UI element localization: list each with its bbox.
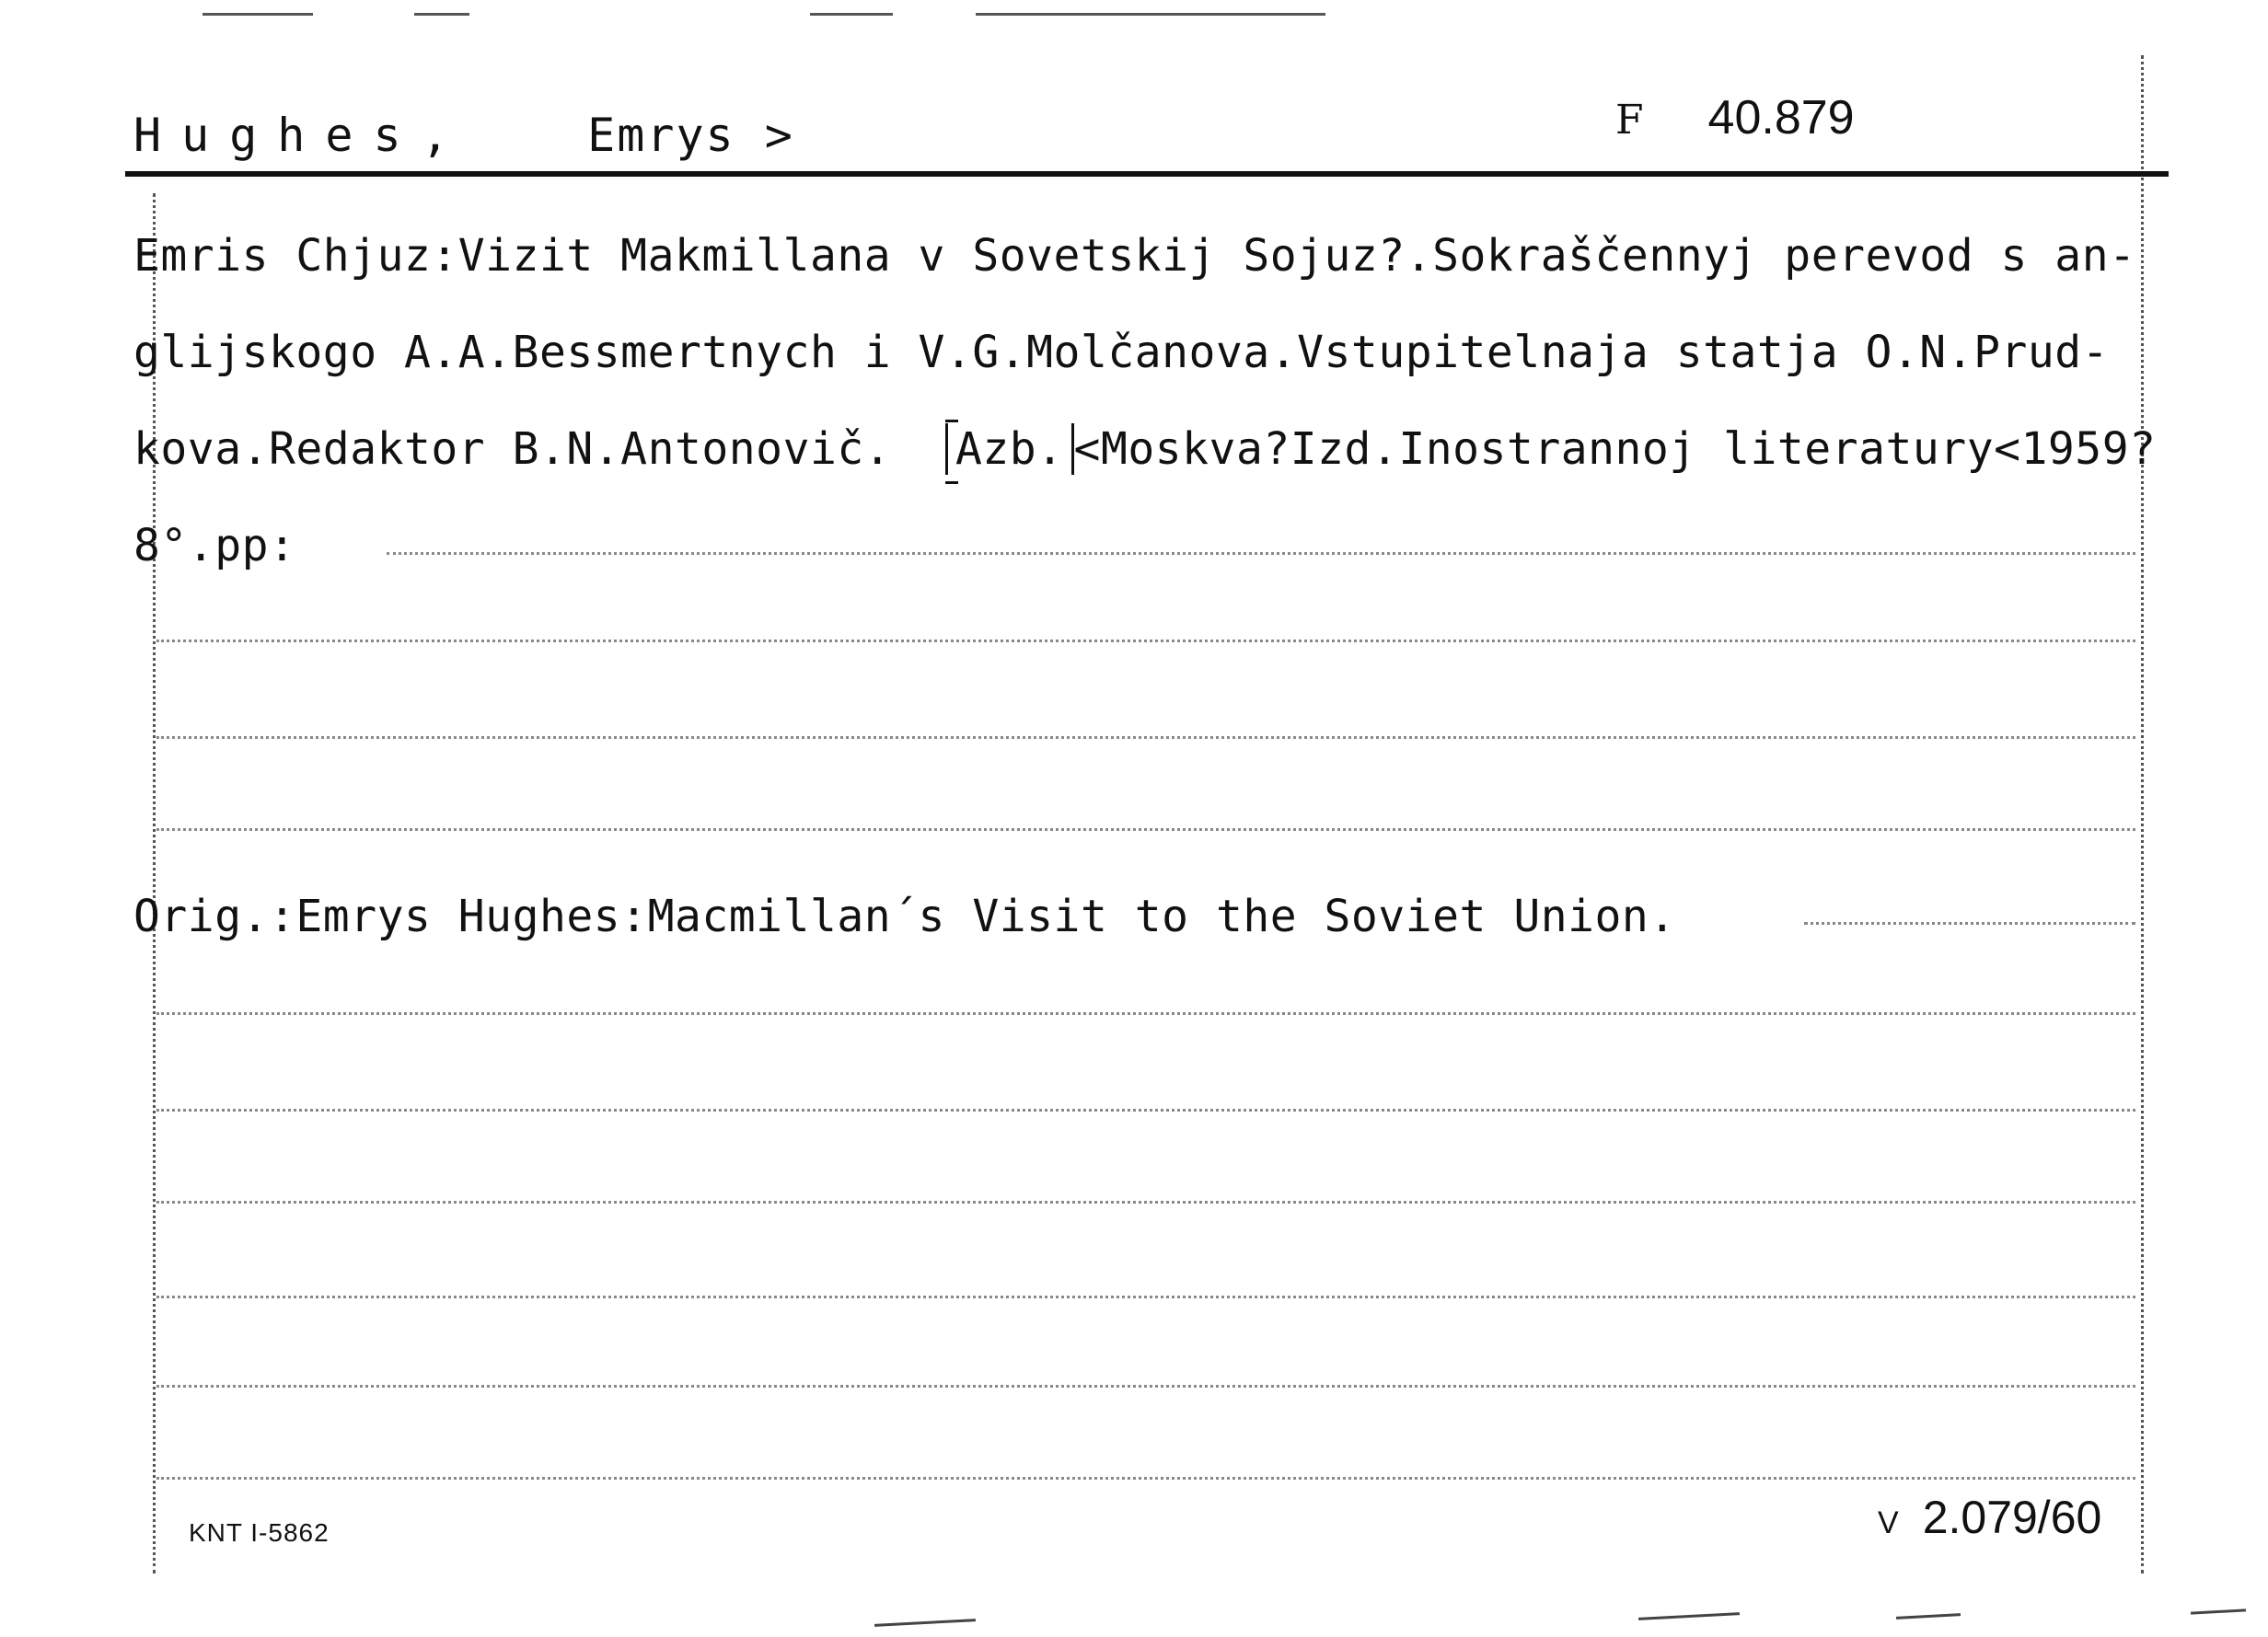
accession-mark: V (1878, 1505, 1899, 1540)
script-label: Azb. (945, 423, 1074, 475)
description-line (133, 423, 2156, 475)
original-title-line: Orig.:Emrys Hughes:Macmillan´s Visit to the Soviet Union. (133, 891, 1676, 942)
call-number (1615, 90, 1855, 145)
card-left-border (153, 193, 156, 1574)
top-edge-mark (202, 13, 313, 16)
guide-line (156, 828, 2135, 831)
description-line: Emris Chjuz:Vizit Makmillana v Sovetskij Sojuz?.Sokraščennyj perevod s an- (133, 230, 2136, 282)
guide-line (156, 640, 2135, 642)
accession-number-value: 2.079/60 (1922, 1492, 2102, 1543)
accession-number (1878, 1491, 2101, 1544)
bottom-edge-mark (874, 1619, 976, 1627)
guide-line (156, 1385, 2135, 1388)
description-line: glijskogo A.A.Bessmertnych i V.G.Molčanova.Vstupitelnaja statja O.N.Prud- (133, 327, 2110, 378)
author-surname: Hughes, (133, 109, 469, 162)
description-text: kova.Redaktor B.N.Antonovič. (133, 423, 892, 475)
guide-line (387, 552, 2135, 555)
bottom-edge-mark (2191, 1608, 2246, 1614)
card-right-border (2141, 55, 2144, 1574)
call-prefix: F (1615, 97, 1644, 144)
heading-rule (125, 171, 2169, 177)
top-edge-mark (810, 13, 893, 16)
bottom-edge-mark (1638, 1612, 1740, 1620)
top-edge-mark (414, 13, 469, 16)
guide-line (156, 1012, 2135, 1015)
form-code: KNT I-5862 (189, 1518, 330, 1547)
guide-line (156, 1477, 2135, 1480)
top-edge-mark (976, 13, 1325, 16)
author-heading (133, 109, 794, 162)
guide-line (156, 1296, 2135, 1298)
author-mark: > (764, 109, 794, 162)
collation-line: 8°.pp: (133, 520, 296, 571)
call-number-value: 40.879 (1707, 91, 1855, 144)
bottom-edge-mark (1896, 1613, 1961, 1620)
guide-line (156, 1109, 2135, 1112)
guide-line (156, 736, 2135, 739)
guide-line (156, 1201, 2135, 1204)
author-forename: Emrys (587, 109, 735, 162)
guide-line (1804, 922, 2135, 925)
imprint-text: <Moskva?Izd.Inostrannoj literatury<1959? (1073, 423, 2157, 475)
